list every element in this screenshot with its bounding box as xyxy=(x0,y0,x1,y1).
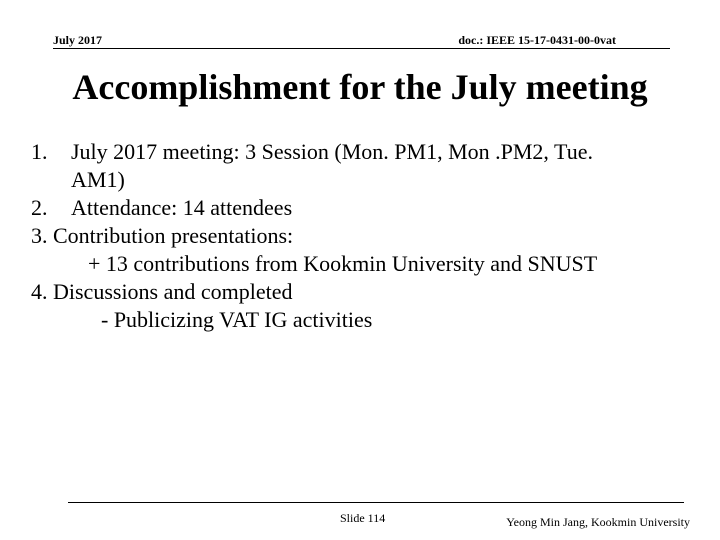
list-item-1 xyxy=(31,138,681,166)
list-item-2 xyxy=(31,194,681,222)
list-item-2-number: 2. xyxy=(31,195,48,220)
footer-author: Yeong Min Jang, Kookmin University xyxy=(506,515,690,529)
footer-divider xyxy=(68,502,684,503)
slide-body xyxy=(31,138,681,334)
list-item-1-continuation: AM1) xyxy=(71,167,125,192)
list-item-1-number: 1. xyxy=(31,139,48,164)
list-item-4: 4. Discussions and completed xyxy=(31,279,293,304)
header-date: July 2017 xyxy=(53,33,103,47)
list-item-2-text: Attendance: 14 attendees xyxy=(71,195,293,220)
list-item-3: 3. Contribution presentations: xyxy=(31,223,294,248)
list-item-3-subitem: + 13 contributions from Kookmin University and SNUST xyxy=(88,251,598,276)
slide-title: Accomplishment for the July meeting xyxy=(72,67,648,107)
header-doc-id: doc.: IEEE 15-17-0431-00-0vat xyxy=(458,33,616,47)
slide-number: Slide 114 xyxy=(340,511,386,525)
list-item-1-text: July 2017 meeting: 3 Session (Mon. PM1, Mon .PM2, Tue. xyxy=(71,139,593,164)
list-item-4-subitem: - Publicizing VAT IG activities xyxy=(101,307,373,332)
header-divider xyxy=(53,48,670,49)
